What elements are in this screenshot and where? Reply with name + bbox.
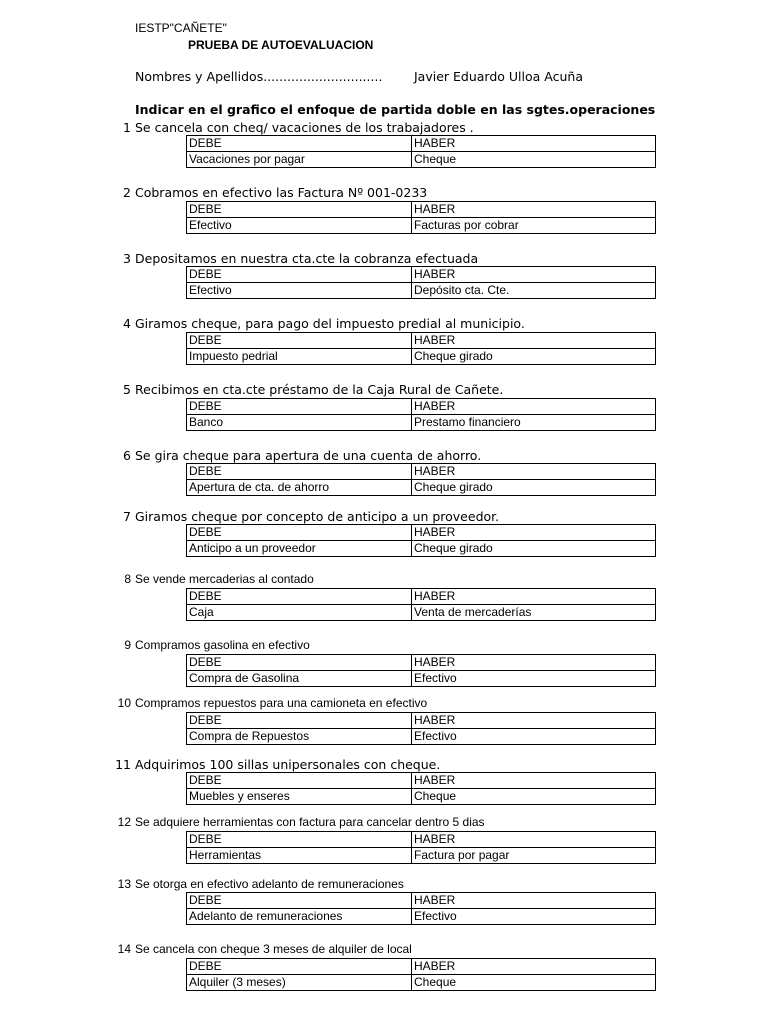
debe-haber-table [186,524,656,557]
question-number: 12 [117,815,131,829]
haber-header: HABER [412,959,656,975]
debe-header: DEBE [187,832,412,848]
question-text: Compramos gasolina en efectivo [135,638,310,652]
debe-haber-table [186,332,656,365]
debe-haber-table [186,712,656,745]
question-text: Se otorga en efectivo adelanto de remuneraciones [135,877,404,891]
debe-haber-table [186,463,656,496]
question-number: 1 [123,120,131,135]
table-header-row [187,655,656,671]
debe-entry: Compra de Repuestos [187,729,412,745]
debe-haber-table [186,398,656,431]
debe-haber-table [186,654,656,687]
haber-header: HABER [412,893,656,909]
table-header-row [187,893,656,909]
debe-haber-table [186,135,656,168]
haber-header: HABER [412,464,656,480]
debe-entry: Efectivo [187,283,412,299]
debe-header: DEBE [187,202,412,218]
haber-entry: Factura por pagar [412,848,656,864]
debe-entry: Anticipo a un proveedor [187,541,412,557]
debe-header: DEBE [187,136,412,152]
haber-header: HABER [412,525,656,541]
table-header-row [187,713,656,729]
debe-entry: Adelanto de remuneraciones [187,909,412,925]
debe-header: DEBE [187,959,412,975]
question-number: 13 [117,877,131,891]
table-row [187,541,656,557]
question-text: Se cancela con cheq/ vacaciones de los trabajadores . [135,120,474,135]
haber-entry: Cheque girado [412,480,656,496]
haber-header: HABER [412,202,656,218]
debe-entry: Efectivo [187,218,412,234]
table-header-row [187,832,656,848]
haber-header: HABER [412,655,656,671]
table-row [187,729,656,745]
table-row [187,909,656,925]
debe-haber-table [186,588,656,621]
table-row [187,975,656,991]
haber-header: HABER [412,333,656,349]
debe-entry: Alquiler (3 meses) [187,975,412,991]
debe-haber-table [186,892,656,925]
question-text: Se gira cheque para apertura de una cuenta de ahorro. [135,448,482,463]
question-text: Cobramos en efectivo las Factura Nº 001-0233 [135,185,428,200]
haber-entry: Cheque [412,789,656,805]
table-header-row [187,959,656,975]
debe-header: DEBE [187,713,412,729]
haber-header: HABER [412,589,656,605]
debe-entry: Herramientas [187,848,412,864]
debe-entry: Apertura de cta. de ahorro [187,480,412,496]
haber-entry: Venta de mercaderías [412,605,656,621]
question-text: Giramos cheque, para pago del impuesto predial al municipio. [135,316,525,331]
debe-entry: Muebles y enseres [187,789,412,805]
table-row [187,349,656,365]
haber-entry: Facturas por cobrar [412,218,656,234]
haber-header: HABER [412,832,656,848]
haber-entry: Efectivo [412,729,656,745]
debe-header: DEBE [187,773,412,789]
debe-haber-table [186,201,656,234]
question-text: Depositamos en nuestra cta.cte la cobranza efectuada [135,251,479,266]
haber-header: HABER [412,267,656,283]
question-number: 9 [124,638,131,652]
debe-entry: Caja [187,605,412,621]
table-row [187,415,656,431]
debe-header: DEBE [187,399,412,415]
haber-entry: Cheque [412,152,656,168]
debe-header: DEBE [187,333,412,349]
debe-header: DEBE [187,267,412,283]
table-row [187,605,656,621]
question-number: 2 [123,185,131,200]
debe-entry: Compra de Gasolina [187,671,412,687]
debe-haber-table [186,831,656,864]
table-header-row [187,525,656,541]
haber-entry: Cheque girado [412,541,656,557]
haber-entry: Cheque [412,975,656,991]
table-header-row [187,202,656,218]
debe-header: DEBE [187,893,412,909]
page-title: PRUEBA DE AUTOEVALUACION [188,38,374,52]
haber-header: HABER [412,136,656,152]
question-text: Se adquiere herramientas con factura para cancelar dentro 5 dias [135,815,485,829]
haber-entry: Cheque girado [412,349,656,365]
question-number: 5 [123,382,131,397]
table-header-row [187,399,656,415]
name-label: Nombres y Apellidos.............................. [135,69,383,84]
question-text: Se vende mercaderias al contado [135,572,314,586]
debe-header: DEBE [187,525,412,541]
question-text: Recibimos en cta.cte préstamo de la Caja Rural de Cañete. [135,382,504,397]
debe-haber-table [186,772,656,805]
haber-header: HABER [412,399,656,415]
question-text: Se cancela con cheque 3 meses de alquiler de local [135,942,412,956]
question-text: Compramos repuestos para una camioneta en efectivo [135,696,428,710]
student-name: Javier Eduardo Ulloa Acuña [414,69,583,84]
debe-haber-table [186,266,656,299]
debe-haber-table [186,958,656,991]
haber-entry: Efectivo [412,909,656,925]
table-row [187,789,656,805]
debe-header: DEBE [187,589,412,605]
question-number: 3 [123,251,131,266]
table-header-row [187,589,656,605]
table-header-row [187,136,656,152]
institution-name: IESTP"CAÑETE" [135,21,227,35]
table-row [187,848,656,864]
question-number: 10 [117,696,131,710]
debe-entry: Impuesto pedrial [187,349,412,365]
question-number: 4 [123,316,131,331]
table-header-row [187,333,656,349]
haber-entry: Prestamo financiero [412,415,656,431]
debe-header: DEBE [187,655,412,671]
debe-entry: Vacaciones por pagar [187,152,412,168]
debe-header: DEBE [187,464,412,480]
debe-entry: Banco [187,415,412,431]
question-number: 14 [117,942,131,956]
haber-header: HABER [412,773,656,789]
table-row [187,671,656,687]
instruction-text: Indicar en el grafico el enfoque de partida doble en las sgtes.operaciones [135,102,656,117]
table-header-row [187,773,656,789]
haber-entry: Depósito cta. Cte. [412,283,656,299]
table-header-row [187,267,656,283]
question-text: Adquirimos 100 sillas unipersonales con cheque. [135,757,441,772]
table-row [187,218,656,234]
haber-entry: Efectivo [412,671,656,687]
question-number: 6 [123,448,131,463]
table-header-row [187,464,656,480]
haber-header: HABER [412,713,656,729]
question-text: Giramos cheque por concepto de anticipo a un proveedor. [135,509,500,524]
question-number: 7 [123,509,131,524]
table-row [187,152,656,168]
table-row [187,283,656,299]
table-row [187,480,656,496]
question-number: 8 [124,572,131,586]
question-number: 11 [115,757,131,772]
